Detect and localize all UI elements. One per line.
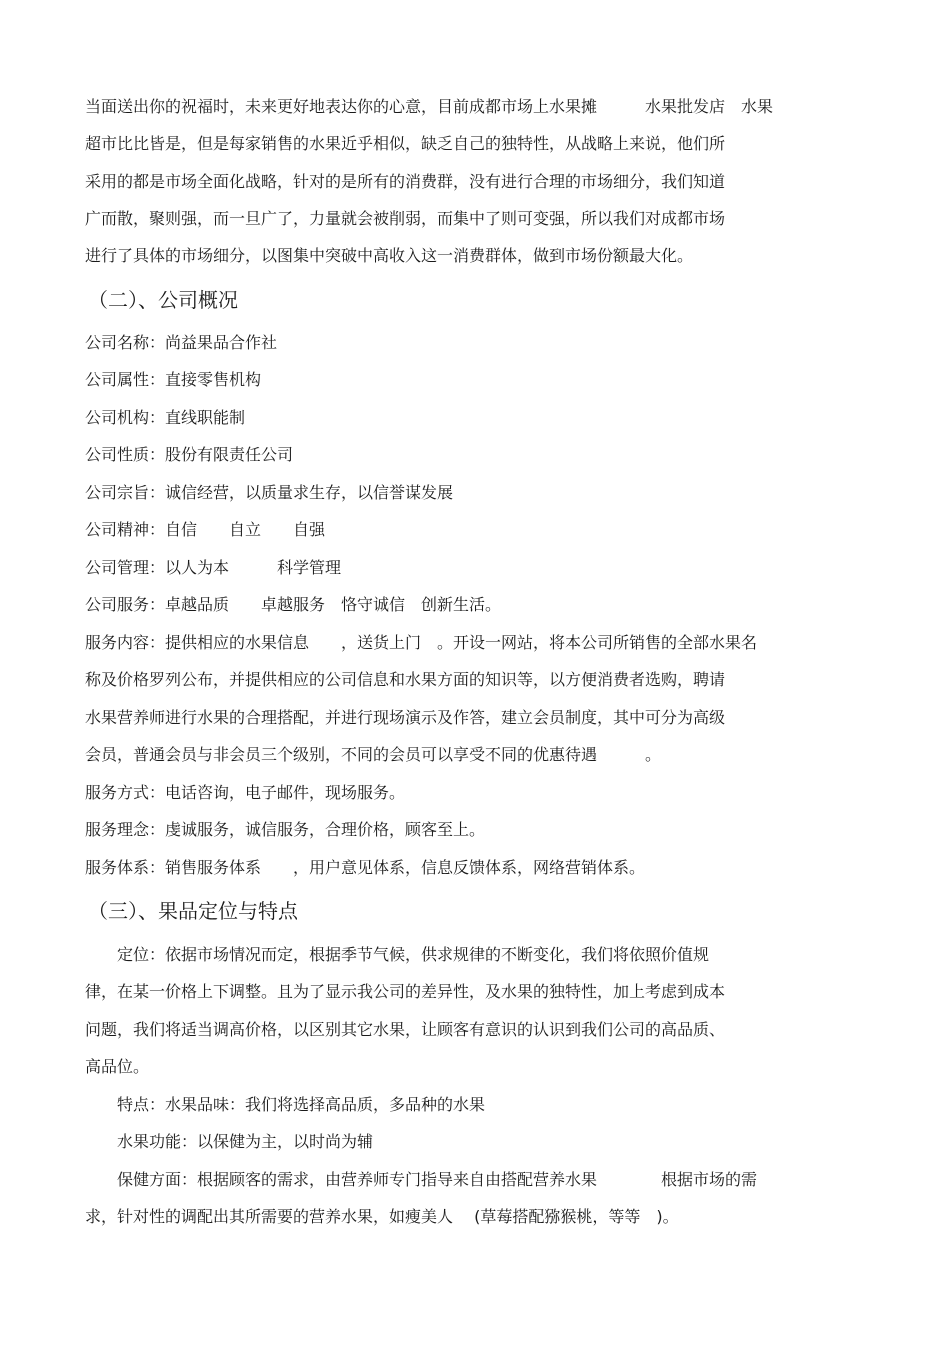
paragraph-line: 律，在某一价格上下调整。且为了显示我公司的差异性，及水果的独特性，加上考虑到成本 bbox=[85, 982, 726, 1001]
company-purpose-line: 公司宗旨：诚信经营，以质量求生存，以信誉谋发展 bbox=[85, 483, 454, 502]
paragraph-line: 求，针对性的调配出其所需要的营养水果，如瘦美人 (草莓搭配猕猴桃，等等 )。 bbox=[85, 1207, 679, 1226]
company-management-line: 公司管理：以人为本 科学管理 bbox=[85, 558, 342, 577]
positioning-line: 定位：依据市场情况而定，根据季节气候，供求规律的不断变化，我们将依照价值规 bbox=[85, 945, 710, 964]
features-line: 特点：水果品味：我们将选择高品质，多品种的水果 bbox=[85, 1095, 486, 1114]
paragraph-line: 称及价格罗列公布，并提供相应的公司信息和水果方面的知识等，以方便消费者选购，聘请 bbox=[85, 670, 726, 689]
service-system-line: 服务体系：销售服务体系 ，用户意见体系，信息反馈体系，网络营销体系。 bbox=[85, 858, 646, 877]
paragraph-line: 超市比比皆是，但是每家销售的水果近乎相似，缺乏自己的独特性，从战略上来说，他们所 bbox=[85, 134, 726, 153]
health-aspect-line: 保健方面：根据顾客的需求，由营养师专门指导来自由搭配营养水果 根据市场的需 bbox=[85, 1170, 758, 1189]
service-philosophy-line: 服务理念：虔诚服务，诚信服务，合理价格，顾客至上。 bbox=[85, 820, 486, 839]
paragraph-line: 采用的都是市场全面化战略，针对的是所有的消费群，没有进行合理的市场细分，我们知道 bbox=[85, 172, 726, 191]
paragraph-line: 水果营养师进行水果的合理搭配，并进行现场演示及作答，建立会员制度，其中可分为高级 bbox=[85, 708, 726, 727]
company-service-line: 公司服务：卓越品质 卓越服务 恪守诚信 创新生活。 bbox=[85, 595, 502, 614]
company-spirit-line: 公司精神：自信 自立 自强 bbox=[85, 520, 326, 539]
paragraph-line: 高品位。 bbox=[85, 1057, 150, 1076]
company-nature-line: 公司性质：股份有限责任公司 bbox=[85, 445, 294, 464]
company-name-line: 公司名称：尚益果品合作社 bbox=[85, 333, 278, 352]
paragraph-line: 会员，普通会员与非会员三个级别，不同的会员可以享受不同的优惠待遇 。 bbox=[85, 745, 662, 764]
paragraph-line: 广而散，聚则强，而一旦广了，力量就会被削弱，而集中了则可变强，所以我们对成都市场 bbox=[85, 209, 726, 228]
section-heading: （二）、公司概况 bbox=[88, 288, 238, 312]
service-content-line: 服务内容：提供相应的水果信息 ，送货上门 。开设一网站，将本公司所销售的全部水果名 bbox=[85, 633, 758, 652]
section-heading: （三）、果品定位与特点 bbox=[88, 899, 298, 923]
paragraph-line: 问题，我们将适当调高价格，以区别其它水果，让顾客有意识的认识到我们公司的高品质、 bbox=[85, 1020, 726, 1039]
company-attribute-line: 公司属性：直接零售机构 bbox=[85, 370, 262, 389]
paragraph-line: 当面送出你的祝福时，未来更好地表达你的心意，目前成都市场上水果摊 水果批发店 水果 bbox=[85, 97, 774, 116]
service-method-line: 服务方式：电话咨询，电子邮件，现场服务。 bbox=[85, 783, 406, 802]
company-structure-line: 公司机构：直线职能制 bbox=[85, 408, 246, 427]
paragraph-line: 进行了具体的市场细分，以图集中突破中高收入这一消费群体，做到市场份额最大化。 bbox=[85, 246, 694, 265]
fruit-function-line: 水果功能：以保健为主，以时尚为辅 bbox=[85, 1132, 374, 1151]
